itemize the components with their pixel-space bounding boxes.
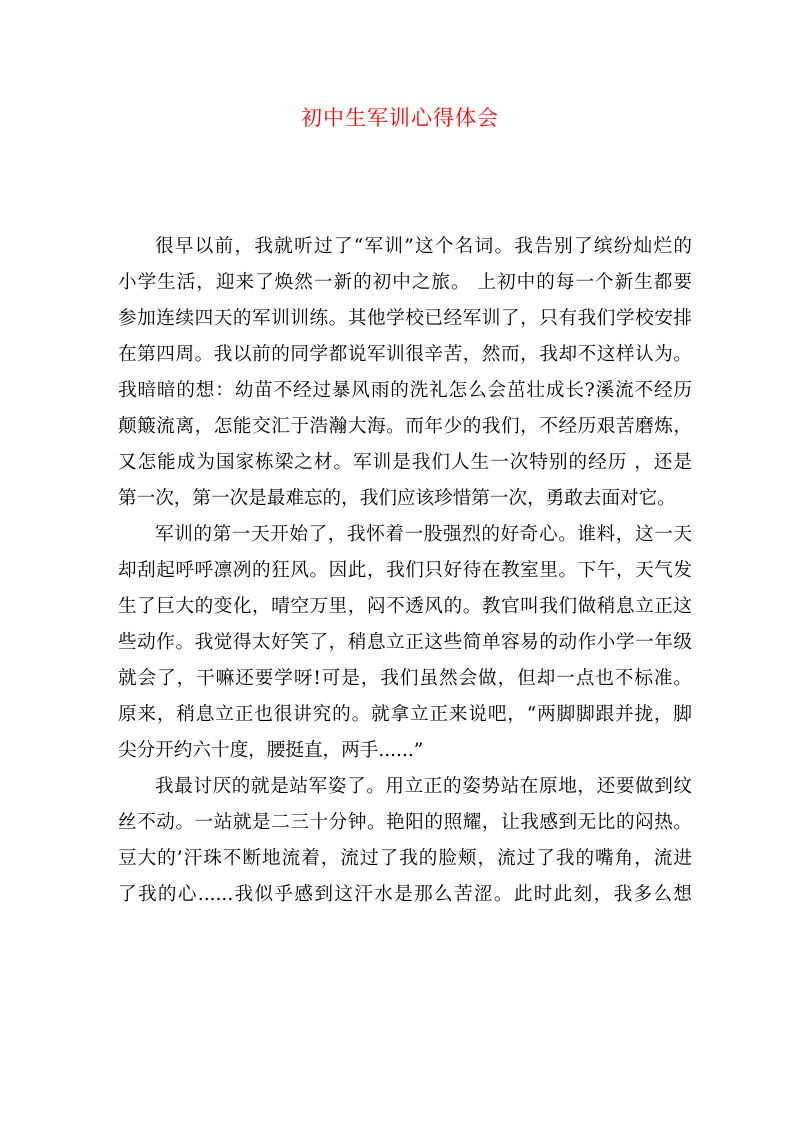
text-line: 原来，稍息立正也很讲究的。就拿立正来说吧，“两脚脚跟并拢，脚: [118, 704, 692, 725]
text-line: 丝不动。一站就是二三十分钟。艳阳的照耀，让我感到无比的闷热。: [118, 812, 692, 833]
text-line: 又怎能成为国家栋梁之材。军训是我们人生一次特别的经历 ，还是: [118, 452, 692, 473]
text-line: 了我的心......我似乎感到这汗水是那么苦涩。此时此刻，我多么想: [118, 884, 692, 905]
text-line: 些动作。我觉得太好笑了，稍息立正这些简单容易的动作小学一年级: [118, 632, 692, 653]
text-line: 我暗暗的想：幼苗不经过暴风雨的洗礼怎么会茁壮成长?溪流不经历: [118, 380, 692, 401]
document-body: [118, 229, 692, 913]
text-line: 参加连续四天的军训训练。其他学校已经军训了，只有我们学校安排: [118, 308, 692, 329]
paragraph-2: [118, 517, 692, 769]
text-line: 生了巨大的变化，晴空万里，闷不透风的。教官叫我们做稍息立正这: [118, 596, 692, 617]
document-title: 初中生军训心得体会: [301, 106, 499, 130]
text-line: 小学生活，迎来了焕然一新的初中之旅。 上初中的每一个新生都要: [118, 272, 692, 293]
text-line: 尖分开约六十度，腰挺直，两手......”: [118, 740, 424, 761]
text-line: 却刮起呼呼凛冽的狂风。因此，我们只好待在教室里。下午，天气发: [118, 560, 692, 581]
text-line: 军训的第一天开始了，我怀着一股强烈的好奇心。谁料，这一天: [155, 524, 692, 545]
text-line: 在第四周。我以前的同学都说军训很辛苦，然而，我却不这样认为。: [118, 344, 692, 365]
text-line: 颠簸流离，怎能交汇于浩瀚大海。而年少的我们，不经历艰苦磨炼，: [118, 416, 692, 437]
text-line: 第一次，第一次是最难忘的，我们应该珍惜第一次，勇敢去面对它。: [118, 488, 676, 509]
paragraph-1: [118, 229, 692, 517]
text-line: 很早以前，我就听过了“军训”这个名词。我告别了缤纷灿烂的: [155, 236, 692, 257]
text-line: 我最讨厌的就是站军姿了。用立正的姿势站在原地，还要做到纹: [155, 776, 692, 797]
text-line: 就会了，干嘛还要学呀!可是，我们虽然会做，但却一点也不标准。: [118, 668, 692, 689]
paragraph-3: [118, 769, 692, 913]
text-line: 豆大的’汗珠不断地流着，流过了我的脸颊，流过了我的嘴角，流进: [118, 848, 692, 869]
